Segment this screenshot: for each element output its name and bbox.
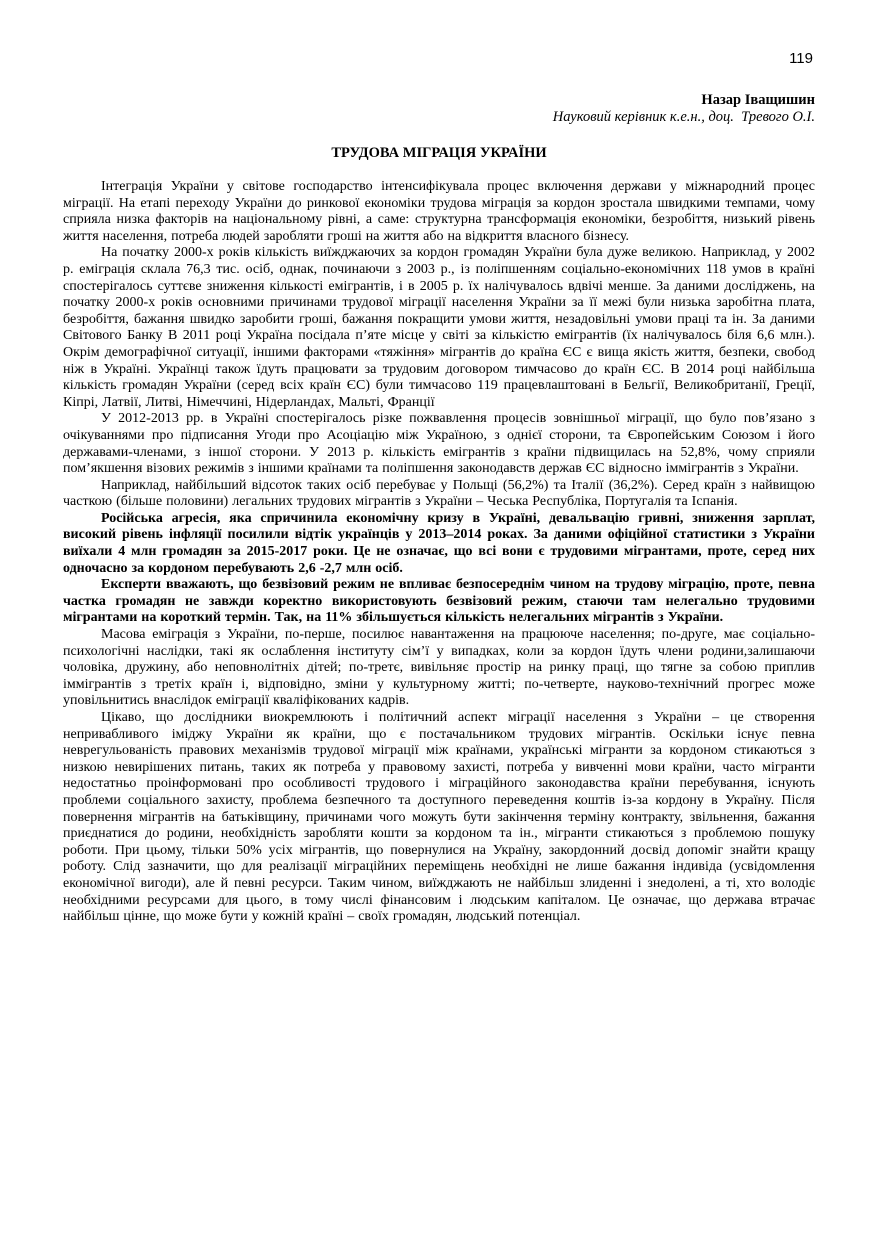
paragraph-intro: Інтеграція України у світове господарство інтенсифікувала процес включення держави у міжнародний процес міграції. На етапі переходу України до ринкової економіки трудова міграція за кордон зростала швидкими темпами, чому сприяла низка факторів на національному рівні, а саме: структурна трансформація економіки, безробіття, низький рівень життя населення, потреба людей заробляти гроші на життя або на відкриття власного бізнесу. (63, 179, 815, 244)
paragraph-country-shares: Наприклад, найбільший відсоток таких осіб перебуває у Польщі (56,2%) та Італії (36,2%). Серед країн з найвищою часткою (більше половини) легальних трудових мігрантів з України – Чеська Республіка, Португалія та Іспанія. (63, 477, 815, 510)
paragraph-mass-emigration-effects: Масова еміграція з України, по-перше, посилює навантаження на працююче населення; по-друге, має соціально-психологічні наслідки, такі як ослаблення інституту сім’ї у випадках, коли за кордон їдуть члени родини,залишаючи чоловіка, дружину, або неповнолітніх дітей; по-третє, вивільняє простір на ринку праці, що тягне за собою приплив іммігрантів з третіх країн і, відповідно, зміни у культурному житті; по-четверте, науково-технічний прогрес може уповільнитись внаслідок еміграції кваліфікованих кадрів. (63, 627, 815, 709)
paper-body (63, 179, 815, 926)
paragraph-visa-free-regime: Експерти вважають, що безвізовий режим не впливає безпосереднім чином на трудову міграцію, проте, певна частка громадян не завжди коректно використовують безвізовий режим, стаючи там нелегально трудовими мігрантами на короткий термін. Так, на 11% збільшується кількість нелегальних мігрантів з України. (63, 577, 815, 626)
paragraph-2000s-emigration: На початку 2000-х років кількість виїжджаючих за кордон громадян України була дуже великою. Наприклад, у 2002 р. еміграція склала 76,3 тис. осіб, однак, починаючи з 2003 р., із поліпшенням соціально-економічних 118 умов в країні спостерігалось суттєве зниження кількості емігрантів, і в 2005 р. їх налічувалось вдвічі менше. За даними досліджень, на початку 2000-х років основними причинами трудової міграції населення України за її межі були низька заробітна плата, безробіття, бажання швидко заробити гроші, бажання покращити умови життя, незадовільні умови праці та ін. За даними Світового Банку В 2011 році Україна посідала п’яте місце у світі за кількістю емігрантів (їх налічувалось біля 6,6 млн.). Окрім демографічної ситуації, іншими факторами «тяжіння» мігрантів до країна ЄС є вища якість життя, безпеки, свобод ніж в Україні. Українці також їдуть працювати за трудовим договором тимчасово до країн ЄС. В 2014 році найбільша кількість громадян України (серед всіх країн ЄС) були тимчасово 119 працевлаштовані в Бельгії, Великобританії, Греції, Кіпрі, Латвії, Литві, Німеччині, Нідерландах, Мальті, Франції (63, 245, 815, 410)
paragraph-2012-2013: У 2012-2013 рр. в Україні спостерігалось різке пожвавлення процесів зовнішньої міграції, що було пов’язано з очікуваннями про підписання Угоди про Асоціацію між Україною, з однієї сторони, та Європейським Союзом і його державами-членами, з іншої сторони. У 2013 р. кількість емігрантів з країни підвищилась на 52,8%, чому сприяли пом’якшення візових режимів з іншими країнами та поліпшення законодавств держав ЄС відносно іммігрантів з України. (63, 411, 815, 477)
supervisor-line: Науковий керівник к.е.н., доц. Тревого О.І. (552, 109, 815, 125)
paragraph-russian-aggression: Російська агресія, яка спричинила економічну кризу в Україні, девальвацію гривні, зниження зарплат, високий рівень інфляції посилили відтік українців у 2013–2014 роках. За даними офіційної статистики з України виїхали 4 млн громадян за 2015-2017 роки. Це не означає, що всі вони є трудовими мігрантами, проте, серед них одночасно за кордоном перебувають 2,6 -2,7 млн осіб. (63, 510, 815, 576)
page-number: 119 (789, 50, 813, 67)
paragraph-political-aspect: Цікаво, що дослідники виокремлюють і політичний аспект міграції населення з України – це створення непривабливого іміджу України як країни, що є постачальником трудових мігрантів. Оскільки існує певна неврегульованість правових механізмів трудової міграції між країнами, українські мігранти за кордоном стикаються з низкою невирішених питань, таких як потреба у правовому захисті, потреба у вивченні мови країни, часто мігранти недостатньо проінформовані про особливості трудового і міграційного законодавства країни перебування, існують проблеми соціального захисту, проблема безпечного та доступного переведення коштів із-за кордону в Україну. Після повернення мігрантів на батьківщину, причинами чого можуть бути закінчення терміну контракту, звільнення, бажання приєднатися до родини, необхідність заробляти кошти за кордоном та ін., мігранти стикаються з проблемою пошуку роботи. При цьому, тільки 50% усіх мігрантів, що повернулися на Україну, закордонний досвід допоміг знайти кращу роботу. Слід зазначити, що для реалізації міграційних переміщень необхідні не лише бажання індивіда (усвідомлення економічної вигоди), але й певні ресурси. Таким чином, виїжджають не найбільш злиденні і знедолені, а ті, хто володіє необхідними ресурсами для цього, в тому числі фінансовим і людським капіталом. Це означає, що держава втрачає найбільш цінне, що може бути у кожній країні – своїх громадян, людський потенціал. (63, 710, 815, 925)
author-name: Назар Іващишин (701, 92, 815, 108)
paper-title: ТРУДОВА МІГРАЦІЯ УКРАЇНИ (331, 145, 547, 161)
